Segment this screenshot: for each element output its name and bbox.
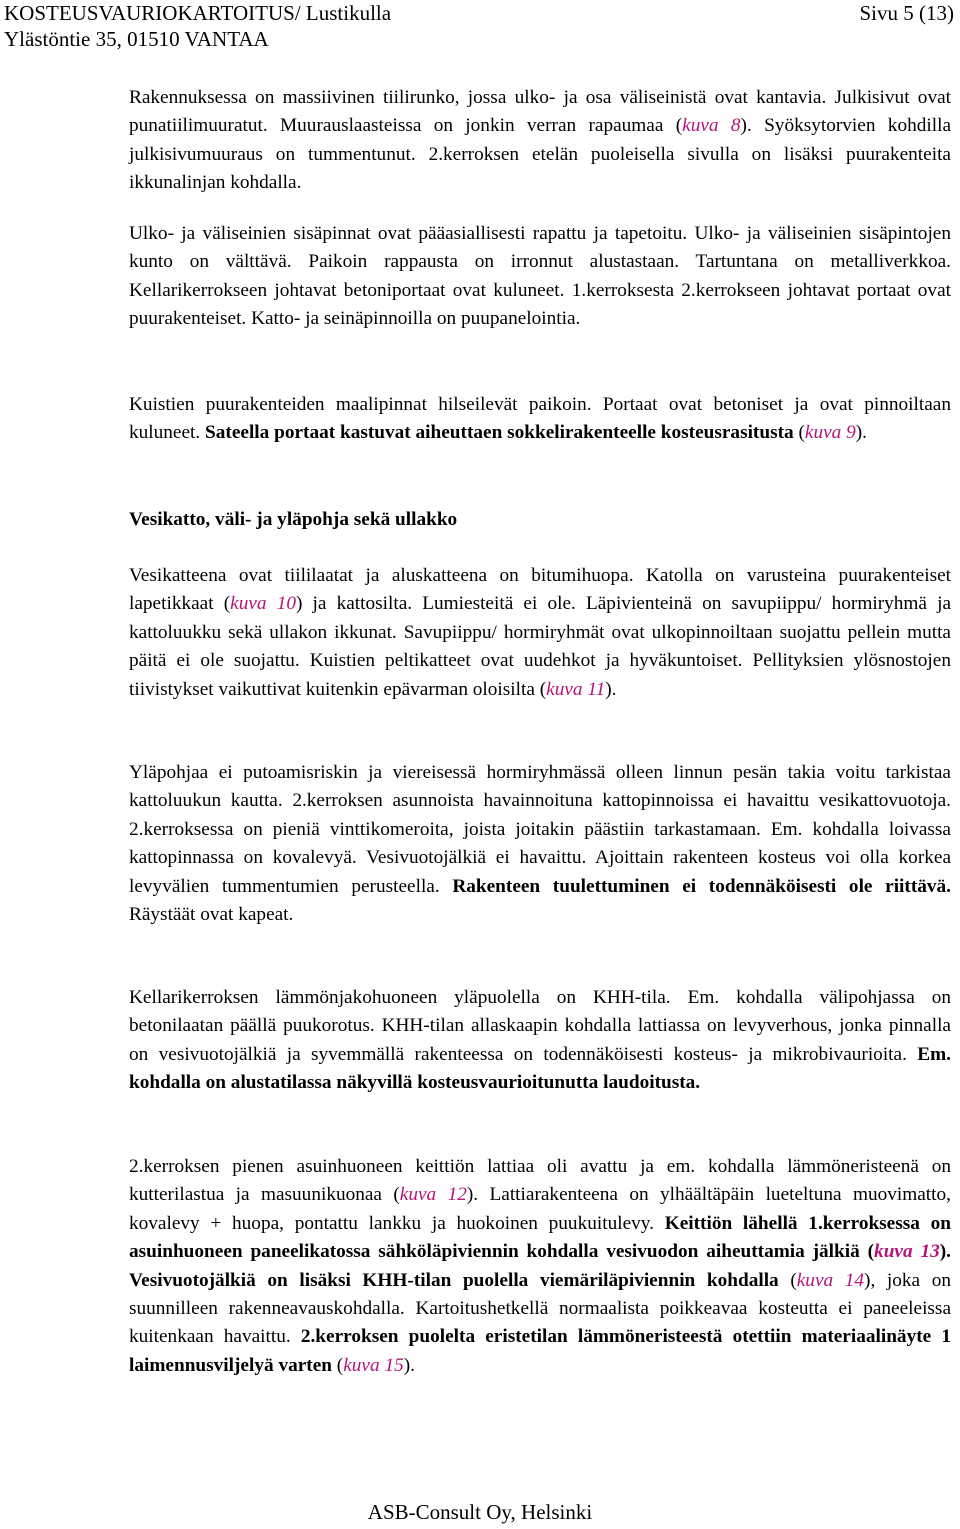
figure-reference[interactable]: kuva 11: [546, 678, 606, 700]
footer-company: ASB-Consult Oy, Helsinki: [367, 1500, 593, 1524]
figure-reference[interactable]: kuva 14: [796, 1269, 865, 1291]
figure-reference[interactable]: kuva 8: [682, 115, 741, 137]
section-heading: Vesikatto, väli- ja yläpohja sekä ullakko: [129, 509, 458, 530]
paragraph-attic: Yläpohjaa ei putoamisriskin ja viereisessä hormiryhmässä olleen linnun pesän takia voitu tarkistaa kattoluukun kautta. 2.kerroksen asunnoista havainnoituna kattopinnoissa ei havaittu vesikattovuotoja. 2.kerroksessa on pieniä vinttikomeroita, joista joitakin päästiin tarkastamaan. Em. kohdalla loivassa kattopinnassa on kovalevyä. Vesivuotojälkiä ei havaittu. Ajoittain rakenteen kosteus voi olla korkea levyvälien tummentumien perusteella. Rakenteen tuulettuminen ei todennäköisesti ole riittävä. Räystäät ovat kapeat.: [129, 762, 951, 926]
figure-reference[interactable]: kuva 15: [343, 1354, 404, 1376]
paragraph-roof: Vesikatteena ovat tiililaatat ja aluskatteena on bitumihuopa. Katolla on varusteina puurakenteiset lapetikkaat (kuva 10) ja kattosilta. Lumiesteitä ei ole. Läpivienteinä on savupiippu/ hormiryhmä ja kattoluukku sekä ullakon ikkunat. Savupiippu/ hormiryhmät ovat ulkopinnoiltaan suojattu pellein mutta päitä ei ole suojattu. Kuistien peltikatteet ovat uudehkot ja hyväkuntoiset. Pellityksien ylösnostojen tiivistykset vaikuttivat kuitenkin epävarman oloisilta (kuva 11).: [129, 565, 952, 700]
figure-reference[interactable]: kuva 13: [874, 1241, 940, 1263]
paragraph-floor: 2.kerroksen pienen asuinhuoneen keittiön lattiaa oli avattu ja em. kohdalla lämmöneristeenä on kutterilastua ja masuunikuonaa (kuva 12). Lattiarakenteena on ylhäältäpäin lueteltuna muovimatto, kovalevy + huopa, pontattu lankku ja huokoinen puukuitulevy. Keittiön lähellä 1.kerroksessa on asuinhuoneen paneelikatossa sähköläpiviennin kohdalla vesivuodon aiheuttamia jälkiä (kuva 13). Vesivuotojälkiä on lisäksi KHH-tilan puolella viemäriläpiviennin kohdalla (kuva 14), joka on suunnilleen rakenneavauskohdalla. Kartoitushetkellä normaalista poikkeavaa kosteutta ei paneeleissa kuitenkaan havaittu. 2.kerroksen puolelta eristetilan lämmöneristeestä otettiin materiaalinäyte 1 laimennusviljelyä varten (kuva 15).: [129, 1156, 951, 1376]
figure-reference[interactable]: kuva 10: [230, 593, 296, 615]
page-number: Sivu 5 (13): [859, 1, 954, 25]
paragraph-basement: Kellarikerroksen lämmönjakohuoneen yläpuolella on KHH-tila. Em. kohdalla välipohjassa on betonilaatan päällä puukorotus. KHH-tilan allaskaapin kohdalla lattiassa on levyverhous, jonka pinnalla on vesivuotojälkiä ja syvemmällä rakenteessa on todennäköisesti kosteus- ja mikrobivaurioita. Em. kohdalla on alustatilassa näkyvillä kosteusvaurioitunutta laudoitusta.: [129, 987, 951, 1094]
paragraph-walls-exterior: Rakennuksessa on massiivinen tiilirunko, jossa ulko- ja osa väliseinistä ovat kantavia. Julkisivut ovat punatiilimuuratut. Muurauslaasteissa on jonkin verran rapaumaa (kuva 8). Syöksytorvien kohdilla julkisivumuuraus on tummentunut. 2.kerroksen etelän puoleisella sivulla on lisäksi puurakenteita ikkunalinjan kohdalla.: [129, 87, 951, 194]
paragraph-walls-interior: Ulko- ja väliseinien sisäpinnat ovat pääasiallisesti rapattu ja tapetoitu. Ulko- ja väliseinien sisäpintojen kunto on välttävä. Paikoin rappausta on irronnut alustastaan. Tartuntana on metalliverkkoa. Kellarikerrokseen johtavat betoniportaat ovat kuluneet. 1.kerroksesta 2.kerrokseen johtavat portaat ovat puurakenteiset. Katto- ja seinäpinnoilla on puupanelointia.: [129, 223, 951, 330]
figure-reference[interactable]: kuva 9: [804, 422, 856, 444]
paragraph-porches: Kuistien puurakenteiden maalipinnat hilseilevät paikoin. Portaat ovat betoniset ja ovat pinnoiltaan kuluneet. Sateella portaat kastuvat aiheuttaen sokkelirakenteelle kosteusrasitusta (kuva 9).: [129, 394, 951, 444]
header-title: KOSTEUSVAURIOKARTOITUS/ Lustikulla: [4, 1, 392, 25]
figure-reference[interactable]: kuva 12: [399, 1184, 467, 1206]
header-address: Ylästöntie 35, 01510 VANTAA: [4, 27, 269, 51]
